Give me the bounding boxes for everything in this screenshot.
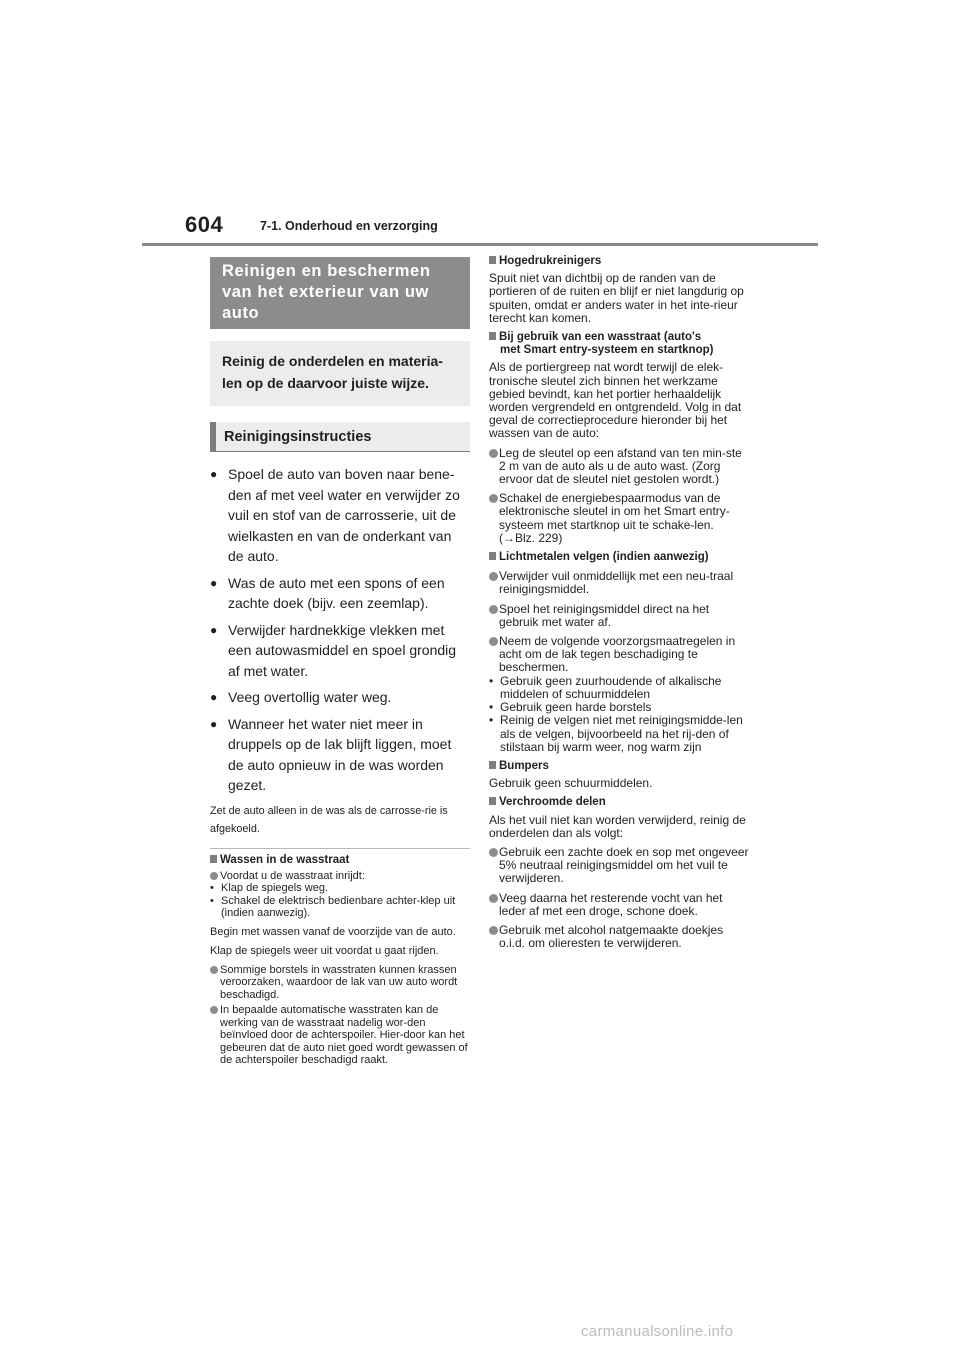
alloy-item-text: Neem de volgende voorzorgsmaatregelen in acht om de lak tegen beschadiging te beschermen. bbox=[499, 634, 736, 675]
list-item-text: Wanneer het water niet meer in druppels op de lak blijft liggen, moet de auto opnieuw in de was worden gezet. bbox=[228, 715, 452, 793]
bumpers-heading bbox=[489, 760, 751, 773]
bullet-icon: ● bbox=[210, 575, 218, 590]
square-bullet-icon bbox=[489, 797, 496, 805]
bumpers-text: Gebruik geen schuurmiddelen. bbox=[489, 776, 653, 791]
circle-bullet-icon bbox=[210, 1006, 218, 1014]
chrome-item-text: Veeg daarna het resterende vocht van het leder af met een droge, schone doek. bbox=[499, 890, 723, 918]
subheading: Reinigingsinstructies bbox=[210, 422, 470, 452]
wash-item-text: Sommige borstels in wasstraten kunnen krassen veroorzaken, waardoor de lak van uw auto wordt beschadigd. bbox=[220, 963, 458, 1001]
header-rule bbox=[142, 243, 818, 246]
dash-bullet-icon: • bbox=[489, 713, 494, 728]
dash-bullet-icon: • bbox=[210, 894, 214, 907]
circle-bullet-icon bbox=[489, 894, 498, 903]
dash-item-text: Gebruik geen zuurhoudende of alkalische middelen of schuurmiddelen bbox=[500, 673, 722, 701]
bumpers-heading-text: Bumpers bbox=[499, 759, 549, 772]
carwash-item-text: Leg de sleutel op een afstand van ten min-ste 2 m van de auto als u de auto wast. (Zorg ervoor dat de sleutel niet gestolen wordt.) bbox=[499, 445, 742, 487]
square-bullet-icon bbox=[489, 256, 496, 264]
wash-heading bbox=[210, 853, 470, 867]
carwash-item bbox=[489, 492, 751, 545]
list-item-text: Veeg overtollig water weg. bbox=[228, 689, 392, 705]
page-number: 604 bbox=[185, 212, 224, 237]
chapter-title-line: van het exterieur van uw bbox=[222, 283, 429, 301]
chapter-title-box bbox=[210, 257, 470, 329]
left-column bbox=[210, 257, 470, 1067]
intro-box bbox=[210, 341, 470, 406]
circle-bullet-icon bbox=[489, 848, 498, 857]
list-item bbox=[210, 573, 470, 614]
circle-bullet-icon bbox=[489, 926, 498, 935]
chrome-text: Als het vuil niet kan worden verwijderd, reinig de onderdelen dan als volgt: bbox=[489, 812, 746, 840]
circle-bullet-icon bbox=[489, 637, 498, 646]
dash-item-text: Gebruik geen harde borstels bbox=[500, 700, 652, 715]
list-item-text: Was de auto met een spons of een zachte doek (bijv. een zeemlap). bbox=[228, 574, 445, 611]
list-item bbox=[210, 464, 470, 567]
circle-bullet-icon bbox=[210, 872, 218, 880]
square-bullet-icon bbox=[489, 332, 496, 340]
square-bullet-icon bbox=[210, 855, 217, 863]
bullet-icon: ● bbox=[210, 622, 218, 637]
dash-item bbox=[489, 714, 751, 754]
dash-bullet-icon: • bbox=[489, 673, 494, 688]
list-item bbox=[210, 714, 470, 796]
wash-plain-text: Begin met wassen vanaf de voorzijde van de auto. Klap de spiegels weer uit voordat u gaat rijden. bbox=[210, 925, 456, 957]
wash-item bbox=[210, 964, 470, 1002]
wash-item-text: Voordat u de wasstraat inrijdt: bbox=[220, 869, 365, 882]
watermark[interactable]: carmanualsonline.info bbox=[581, 1323, 734, 1340]
alloy-item bbox=[489, 570, 751, 596]
chrome-item bbox=[489, 924, 751, 950]
section-title: 7-1. Onderhoud en verzorging bbox=[260, 219, 438, 233]
intro-line: Reinig de onderdelen en materia- bbox=[222, 353, 443, 369]
chapter-title-line: Reinigen en beschermen bbox=[222, 262, 431, 280]
list-item bbox=[210, 687, 470, 708]
chapter-title-line: auto bbox=[222, 304, 260, 322]
dash-bullet-icon: • bbox=[210, 882, 214, 894]
carwash-heading-text: Bij gebruik van een wasstraat (auto's bbox=[499, 331, 702, 344]
list-item-text: Spoel de auto van boven naar bene-den af met veel water en verwijder zo vuil en stof van de carrosserie, uit de wielkasten en van de onderkant van de auto. bbox=[228, 466, 460, 564]
wash-item bbox=[210, 870, 470, 883]
bullet-icon: ● bbox=[210, 716, 218, 731]
chrome-item-text: Gebruik een zachte doek en sop met ongeveer 5% neutraal reinigingsmiddel om het vuil te verwijderen. bbox=[499, 844, 749, 886]
instruction-list bbox=[210, 464, 470, 796]
carwash-item-text: Schakel de energiebespaarmodus van de elektronische sleutel in om het Smart entry-systeem met startknop uit te schake-len. (→Blz. 229) bbox=[499, 491, 730, 545]
hp-text: Spuit niet van dichtbij op de randen van de portieren of de ruiten en blijf er niet langdurig op spuiten, omdat er anders water in het inte-rieur terecht kan komen. bbox=[489, 271, 744, 325]
dash-bullet-icon: • bbox=[489, 700, 494, 715]
bullet-icon: ● bbox=[210, 690, 218, 704]
square-bullet-icon bbox=[489, 552, 496, 560]
circle-bullet-icon bbox=[489, 572, 498, 581]
square-bullet-icon bbox=[489, 761, 496, 769]
alloy-item-text: Spoel het reinigingsmiddel direct na het gebruik met water af. bbox=[499, 601, 710, 629]
carwash-item bbox=[489, 447, 751, 487]
chrome-item bbox=[489, 846, 751, 886]
note-text: Zet de auto alleen in de was als de carrosse-rie is afgekoeld. bbox=[210, 804, 448, 835]
intro-line: len op de daarvoor juiste wijze. bbox=[222, 375, 429, 391]
alloy-heading bbox=[489, 551, 751, 564]
chrome-item bbox=[489, 892, 751, 918]
dash-item-text: Klap de spiegels weg. bbox=[221, 882, 329, 894]
circle-bullet-icon bbox=[489, 605, 498, 614]
chrome-item-text: Gebruik met alcohol natgemaakte doekjes o.i.d. om olieresten te verwijderen. bbox=[499, 922, 724, 951]
chrome-heading-text: Verchroomde delen bbox=[499, 796, 606, 809]
hp-heading bbox=[489, 255, 751, 268]
carwash-text: Als de portiergreep nat wordt terwijl de elek-tronische sleutel zich binnen het werkzame gebied bevindt, kan het portier herhaaldelijk worden vergrendeld en ontgrendeld. Volg in dat geval de correctieprocedure hieronder bij het wassen van de auto: bbox=[489, 360, 742, 441]
circle-bullet-icon bbox=[489, 494, 498, 503]
alloy-item bbox=[489, 635, 751, 675]
alloy-item-text: Verwijder vuil onmiddellijk met een neu-traal reinigingsmiddel. bbox=[499, 569, 734, 597]
alloy-heading-text: Lichtmetalen velgen (indien aanwezig) bbox=[499, 551, 709, 564]
dash-item bbox=[489, 675, 751, 701]
carwash-heading-text: met Smart entry-systeem en startknop) bbox=[500, 344, 714, 357]
wash-item-text: In bepaalde automatische wasstraten kan de werking van de wasstraat nadelig wor-den beïnvloed door de achterspoiler. Hier-door kan het gebeuren dat de auto niet goed wordt gewassen of de achterspoiler beschadigd raakt. bbox=[220, 1004, 468, 1066]
alloy-item bbox=[489, 603, 751, 629]
divider bbox=[210, 848, 470, 849]
chrome-heading bbox=[489, 796, 751, 809]
wash-heading-text: Wassen in de wasstraat bbox=[220, 853, 350, 866]
right-column bbox=[489, 255, 751, 950]
list-item-text: Verwijder hardnekkige vlekken met een autowasmiddel en spoel grondig af met water. bbox=[228, 621, 457, 679]
bullet-icon: ● bbox=[210, 467, 218, 481]
dash-item bbox=[210, 895, 470, 920]
hp-heading-text: Hogedrukreinigers bbox=[499, 255, 602, 267]
carwash-heading bbox=[489, 331, 751, 357]
dash-item bbox=[210, 882, 470, 895]
dash-item-text: Reinig de velgen niet met reinigingsmidde-len als de velgen, bijvoorbeeld na het rij-den of stilstaan bij warm weer, nog warm zijn bbox=[500, 713, 743, 754]
circle-bullet-icon bbox=[210, 966, 218, 974]
dash-item-text: Schakel de elektrisch bedienbare achter-klep uit (indien aanwezig). bbox=[221, 894, 456, 919]
wash-item bbox=[210, 1004, 470, 1067]
list-item bbox=[210, 620, 470, 682]
circle-bullet-icon bbox=[489, 449, 498, 458]
